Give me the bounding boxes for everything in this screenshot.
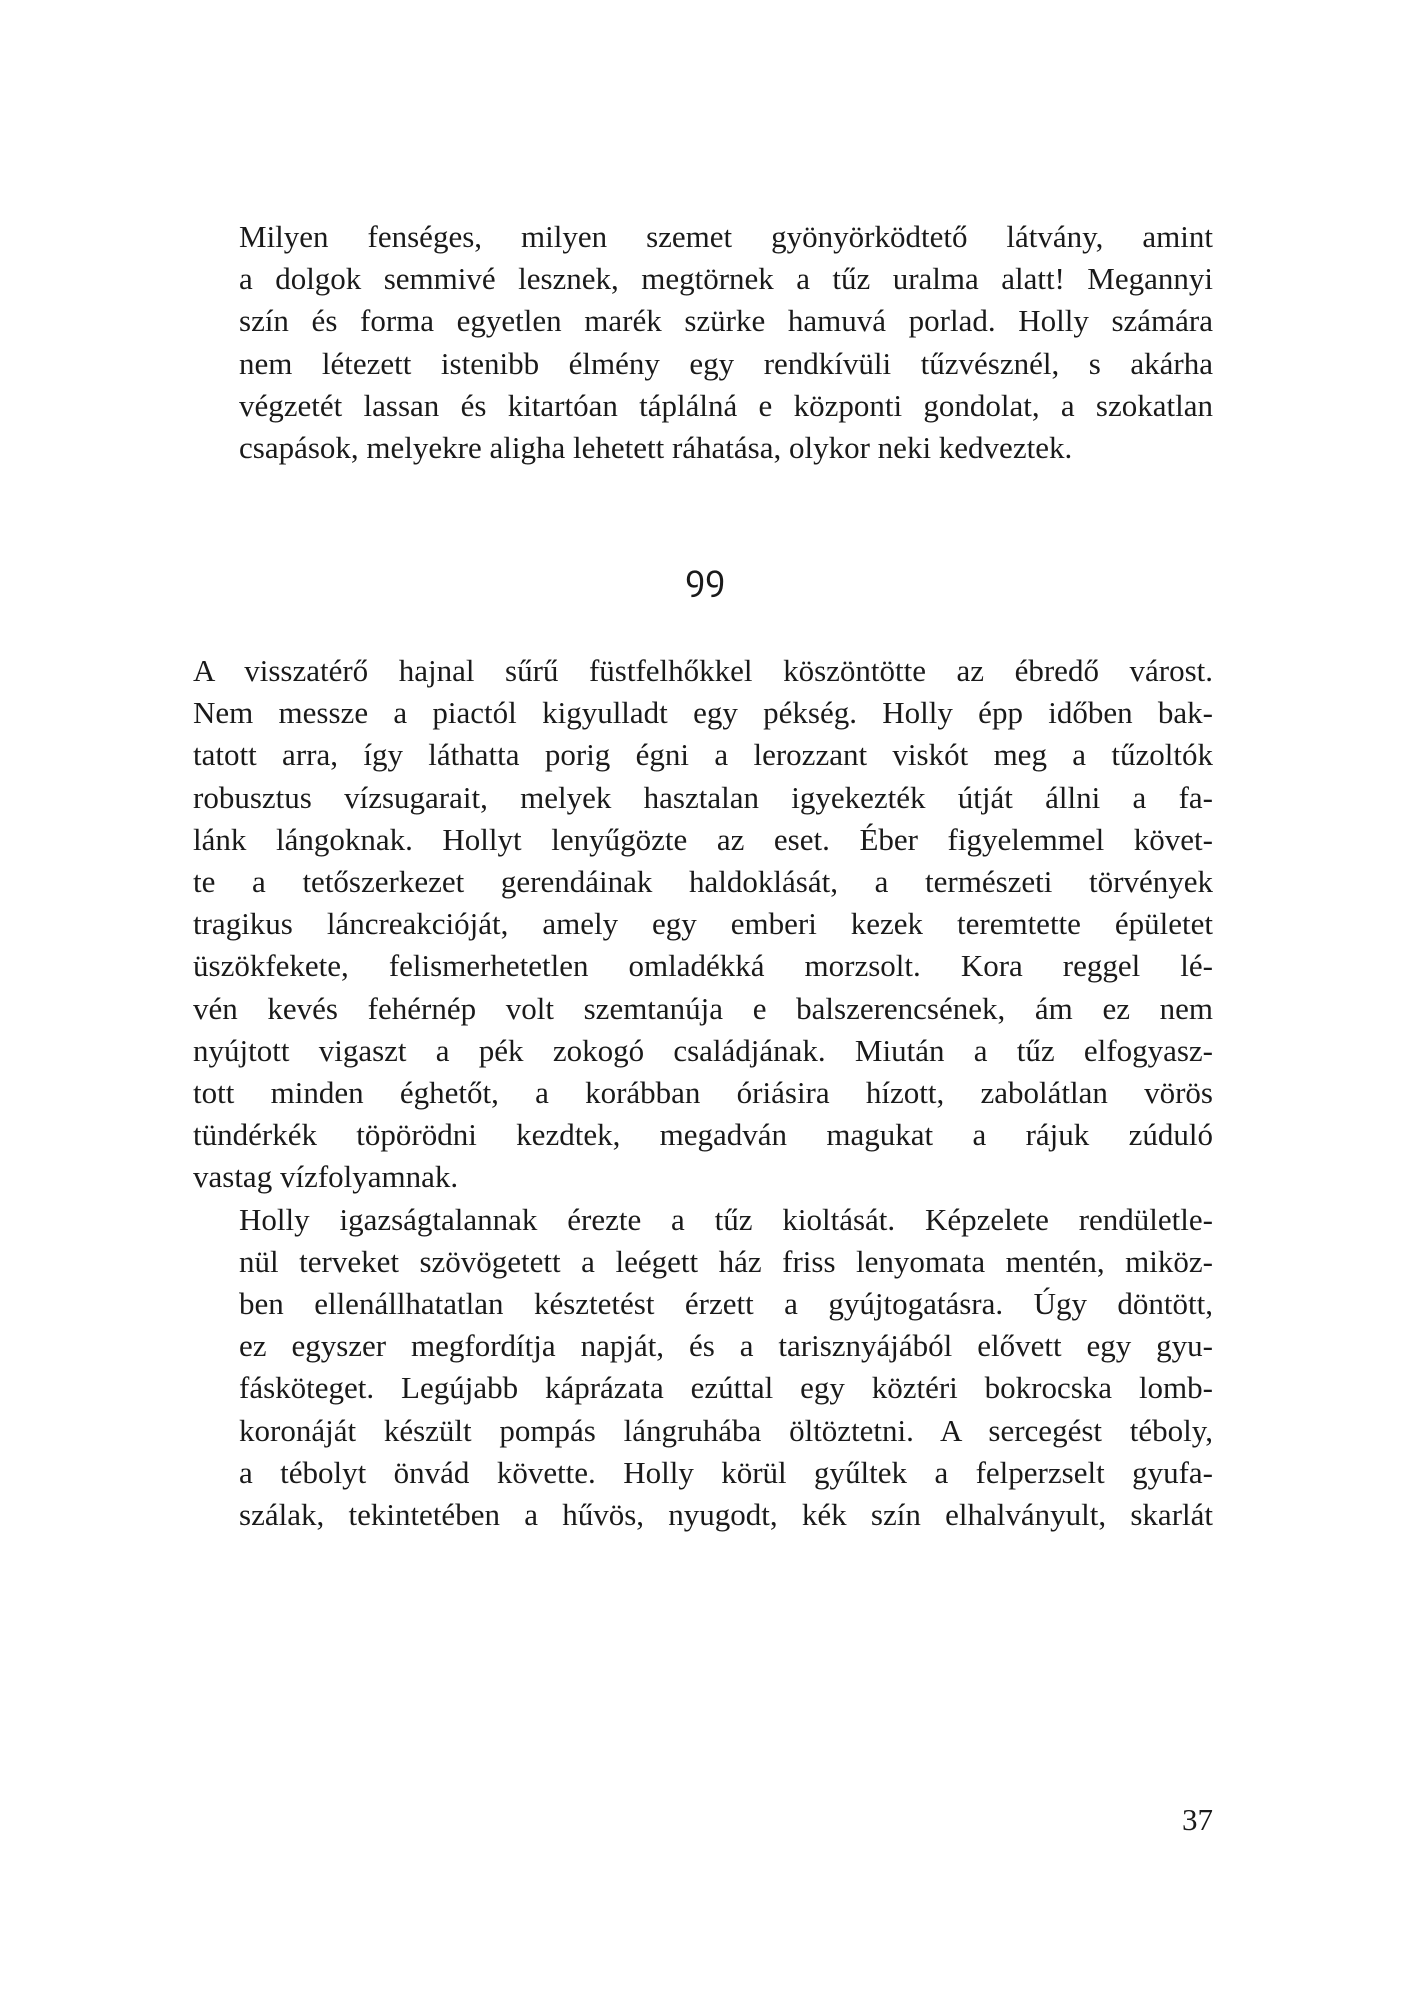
text-line: nem létezett istenibb élmény egy rendkívüli tűzvésznél, s akárha [239,345,1213,381]
text-line: fásköteget. Legújabb káprázata ezúttal egy köztéri bokrocska lomb- [239,1370,1213,1406]
text-line: Milyen fenséges, milyen szemet gyönyörködtető látvány, amint [239,219,1213,254]
text-line: Nem messze a piactól kigyulladt egy pékség. Holly épp időben bak- [193,695,1213,731]
paragraph [193,1199,1213,1537]
text-line: koronáját készült pompás lángruhába öltöztetni. A sercegést téboly, [239,1412,1213,1448]
text-line: lánk lángoknak. Hollyt lenyűgözte az eset. Éber figyelemmel követ- [193,821,1213,857]
text-line: csapások, melyekre aligha lehetett ráhatása, olykor neki kedveztek. [239,430,1073,466]
text-line: nyújtott vigaszt a pék zokogó családjának. Miután a tűz elfogyasz- [193,1032,1213,1068]
text-section-2 [193,650,1213,1536]
text-line: szálak, tekintetében a hűvös, nyugodt, kék szín elhalványult, skarlát [239,1497,1213,1533]
text-line: robusztus vízsugarait, melyek hasztalan igyekezték útját állni a fa- [193,779,1213,815]
text-line: te a tetőszerkezet gerendáinak haldoklását, a természeti törvények [193,864,1213,900]
text-line: a tébolyt önvád követte. Holly körül gyűltek a felperzselt gyufa- [239,1454,1213,1490]
text-line: vastag vízfolyamnak. [193,1159,459,1195]
paragraph [193,650,1213,1199]
text-line: tündérkék töpörödni kezdtek, megadván magukat a rájuk zúduló [193,1117,1213,1153]
text-line: a dolgok semmivé lesznek, megtörnek a tűz uralma alatt! Megannyi [239,261,1213,297]
text-line: nül terveket szövögetett a leégett ház friss lenyomata mentén, miköz- [239,1243,1213,1279]
text-line: ez egyszer megfordítja napját, és a tarisznyájából elővett egy gyu- [239,1328,1213,1364]
page-number: 37 [1182,1802,1213,1837]
section-break-ornament: ꝯꝯ [685,558,725,598]
text-line: ben ellenállhatatlan késztetést érzett a gyújtogatásra. Úgy döntött, [239,1286,1213,1322]
text-line: A visszatérő hajnal sűrű füstfelhőkkel köszöntötte az ébredő várost. [193,653,1213,688]
text-line: üszökfekete, felismerhetetlen omladékká morzsolt. Kora reggel lé- [193,948,1213,984]
text-section-1 [193,216,1213,469]
text-line: tragikus láncreakcióját, amely egy emberi kezek teremtette épületet [193,906,1213,942]
text-line: tatott arra, így láthatta porig égni a lerozzant viskót meg a tűzoltók [193,737,1213,773]
text-line: vén kevés fehérnép volt szemtanúja e balszerencsének, ám ez nem [193,990,1213,1026]
text-line: végzetét lassan és kitartóan táplálná e központi gondolat, a szokatlan [239,387,1213,423]
text-line: szín és forma egyetlen marék szürke hamuvá porlad. Holly számára [239,303,1213,339]
text-line: tott minden éghetőt, a korábban óriásira hízott, zabolátlan vörös [193,1075,1213,1111]
text-line: Holly igazságtalannak érezte a tűz kioltását. Képzelete rendületle- [239,1201,1213,1237]
paragraph [193,216,1213,469]
